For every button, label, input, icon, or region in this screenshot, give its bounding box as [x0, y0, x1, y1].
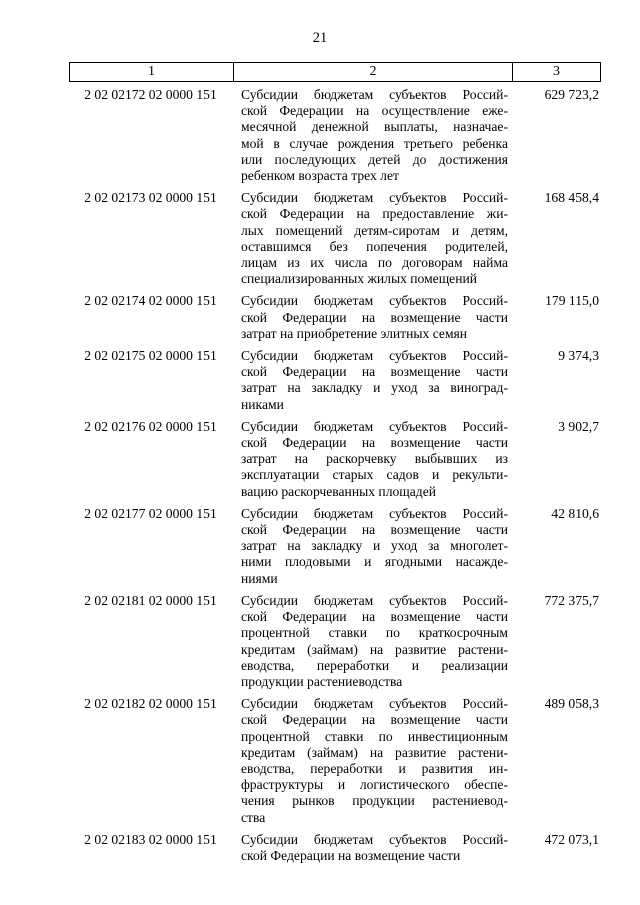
header-col-3: 3: [553, 64, 560, 79]
description-line: затрат на закладку и уход за виноград-: [241, 380, 508, 396]
description-line: ской Федерации на возмещение части: [241, 847, 461, 863]
description-line: Субсидии бюджетам субъектов Россий-: [241, 293, 508, 309]
table-row: [69, 419, 601, 500]
description-line: ской Федерации на предоставление жи-: [241, 206, 508, 222]
table-row: [69, 593, 601, 690]
page-number: 21: [312, 30, 328, 46]
description: [241, 506, 508, 587]
budget-code: 2 02 02173 02 0000 151: [84, 190, 217, 206]
amount: 472 073,1: [544, 831, 599, 847]
description: [241, 696, 508, 826]
description-line: Субсидии бюджетам субъектов Россий-: [241, 831, 508, 847]
table-row: [69, 190, 601, 287]
description-line: ними плодовыми и ягодными насажде-: [241, 554, 508, 570]
description-line: лых помещений детям-сиротам и детям,: [241, 222, 508, 238]
description-line: ниями: [241, 570, 278, 586]
description-line: затрат на раскорчевку выбывших из: [241, 451, 508, 467]
description-line: Субсидии бюджетам субъектов Россий-: [241, 348, 508, 364]
description: [241, 593, 508, 690]
description-line: еводства, переработки и реализации: [241, 657, 508, 673]
header-col-2: 2: [234, 63, 513, 81]
description-line: лицам из их числа по договорам найма: [241, 255, 508, 271]
description-line: вацию раскорчеванных площадей: [241, 483, 437, 499]
amount: 629 723,2: [544, 87, 599, 102]
description-line: затрат на закладку и уход за многолет-: [241, 538, 508, 554]
amount: 772 375,7: [544, 592, 599, 608]
budget-code: 2 02 02176 02 0000 151: [84, 418, 217, 434]
table-row: [69, 348, 601, 413]
description-line: ской Федерации на осуществление еже-: [241, 103, 508, 119]
amount: 42 810,6: [551, 505, 599, 521]
description-line: специализированных жилых помещений: [241, 271, 478, 287]
description: [241, 293, 508, 342]
description-line: кредитам (займам) на развитие растени-: [241, 744, 508, 760]
description-line: затрат на приобретение элитных семян: [241, 325, 468, 341]
description-line: фраструктуры и логистического обеспе-: [241, 777, 508, 793]
description: [241, 832, 508, 864]
amount: 9 374,3: [558, 348, 599, 364]
table-header: [69, 62, 601, 82]
description-line: мой в случае рождения третьего ребенка: [241, 135, 508, 151]
amount: 168 458,4: [544, 190, 599, 206]
amount: 3 902,7: [558, 418, 599, 434]
description-line: Субсидии бюджетам субъектов Россий-: [241, 696, 508, 712]
table-row: [69, 832, 601, 864]
budget-code: 2 02 02175 02 0000 151: [84, 348, 217, 364]
table-body: [69, 87, 601, 870]
description-line: ства: [241, 809, 266, 825]
description-line: ской Федерации на возмещение части: [241, 364, 508, 380]
description-line: ской Федерации на возмещение части: [241, 609, 508, 625]
description: [241, 87, 508, 184]
description-line: ской Федерации на возмещение части: [241, 309, 508, 325]
description-line: эксплуатации старых садов и рекульти-: [241, 467, 508, 483]
description-line: процентной ставки по инвестиционным: [241, 728, 508, 744]
description-line: Субсидии бюджетам субъектов Россий-: [241, 190, 508, 206]
header-col-1: 1: [70, 63, 234, 81]
description-line: чения рынков продукции растениевод-: [241, 793, 508, 809]
description-line: еводства, переработки и развития ин-: [241, 760, 508, 776]
table-row: [69, 696, 601, 826]
amount: 489 058,3: [544, 696, 599, 712]
description-line: никами: [241, 396, 284, 412]
description-line: или последующих детей до достижения: [241, 151, 508, 167]
budget-code: 2 02 02183 02 0000 151: [84, 831, 217, 847]
description-line: ской Федерации на возмещение части: [241, 712, 508, 728]
budget-code: 2 02 02181 02 0000 151: [84, 592, 217, 608]
description: [241, 348, 508, 413]
description-line: Субсидии бюджетам субъектов Россий-: [241, 592, 508, 608]
description-line: ской Федерации на возмещение части: [241, 522, 508, 538]
table-row: [69, 87, 601, 184]
description: [241, 190, 508, 287]
amount: 179 115,0: [545, 293, 599, 309]
budget-code: 2 02 02177 02 0000 151: [84, 505, 217, 521]
budget-code: 2 02 02172 02 0000 151: [84, 87, 217, 102]
table-row: [69, 293, 601, 342]
budget-code: 2 02 02174 02 0000 151: [84, 293, 217, 309]
description-line: Субсидии бюджетам субъектов Россий-: [241, 418, 508, 434]
description: [241, 419, 508, 500]
description-line: Субсидии бюджетам субъектов Россий-: [241, 505, 508, 521]
description-line: кредитам (займам) на развитие растени-: [241, 641, 508, 657]
description-line: ребенком возраста трех лет: [241, 168, 399, 184]
description-line: процентной ставки по краткосрочным: [241, 625, 508, 641]
description-line: месячной денежной выплаты, назначае-: [241, 119, 508, 135]
description-line: продукции растениеводства: [241, 673, 403, 689]
table-row: [69, 506, 601, 587]
description-line: оставшимся без попечения родителей,: [241, 238, 508, 254]
description-line: Субсидии бюджетам субъектов Россий-: [241, 87, 508, 102]
budget-code: 2 02 02182 02 0000 151: [84, 696, 217, 712]
description-line: ской Федерации на возмещение части: [241, 435, 508, 451]
